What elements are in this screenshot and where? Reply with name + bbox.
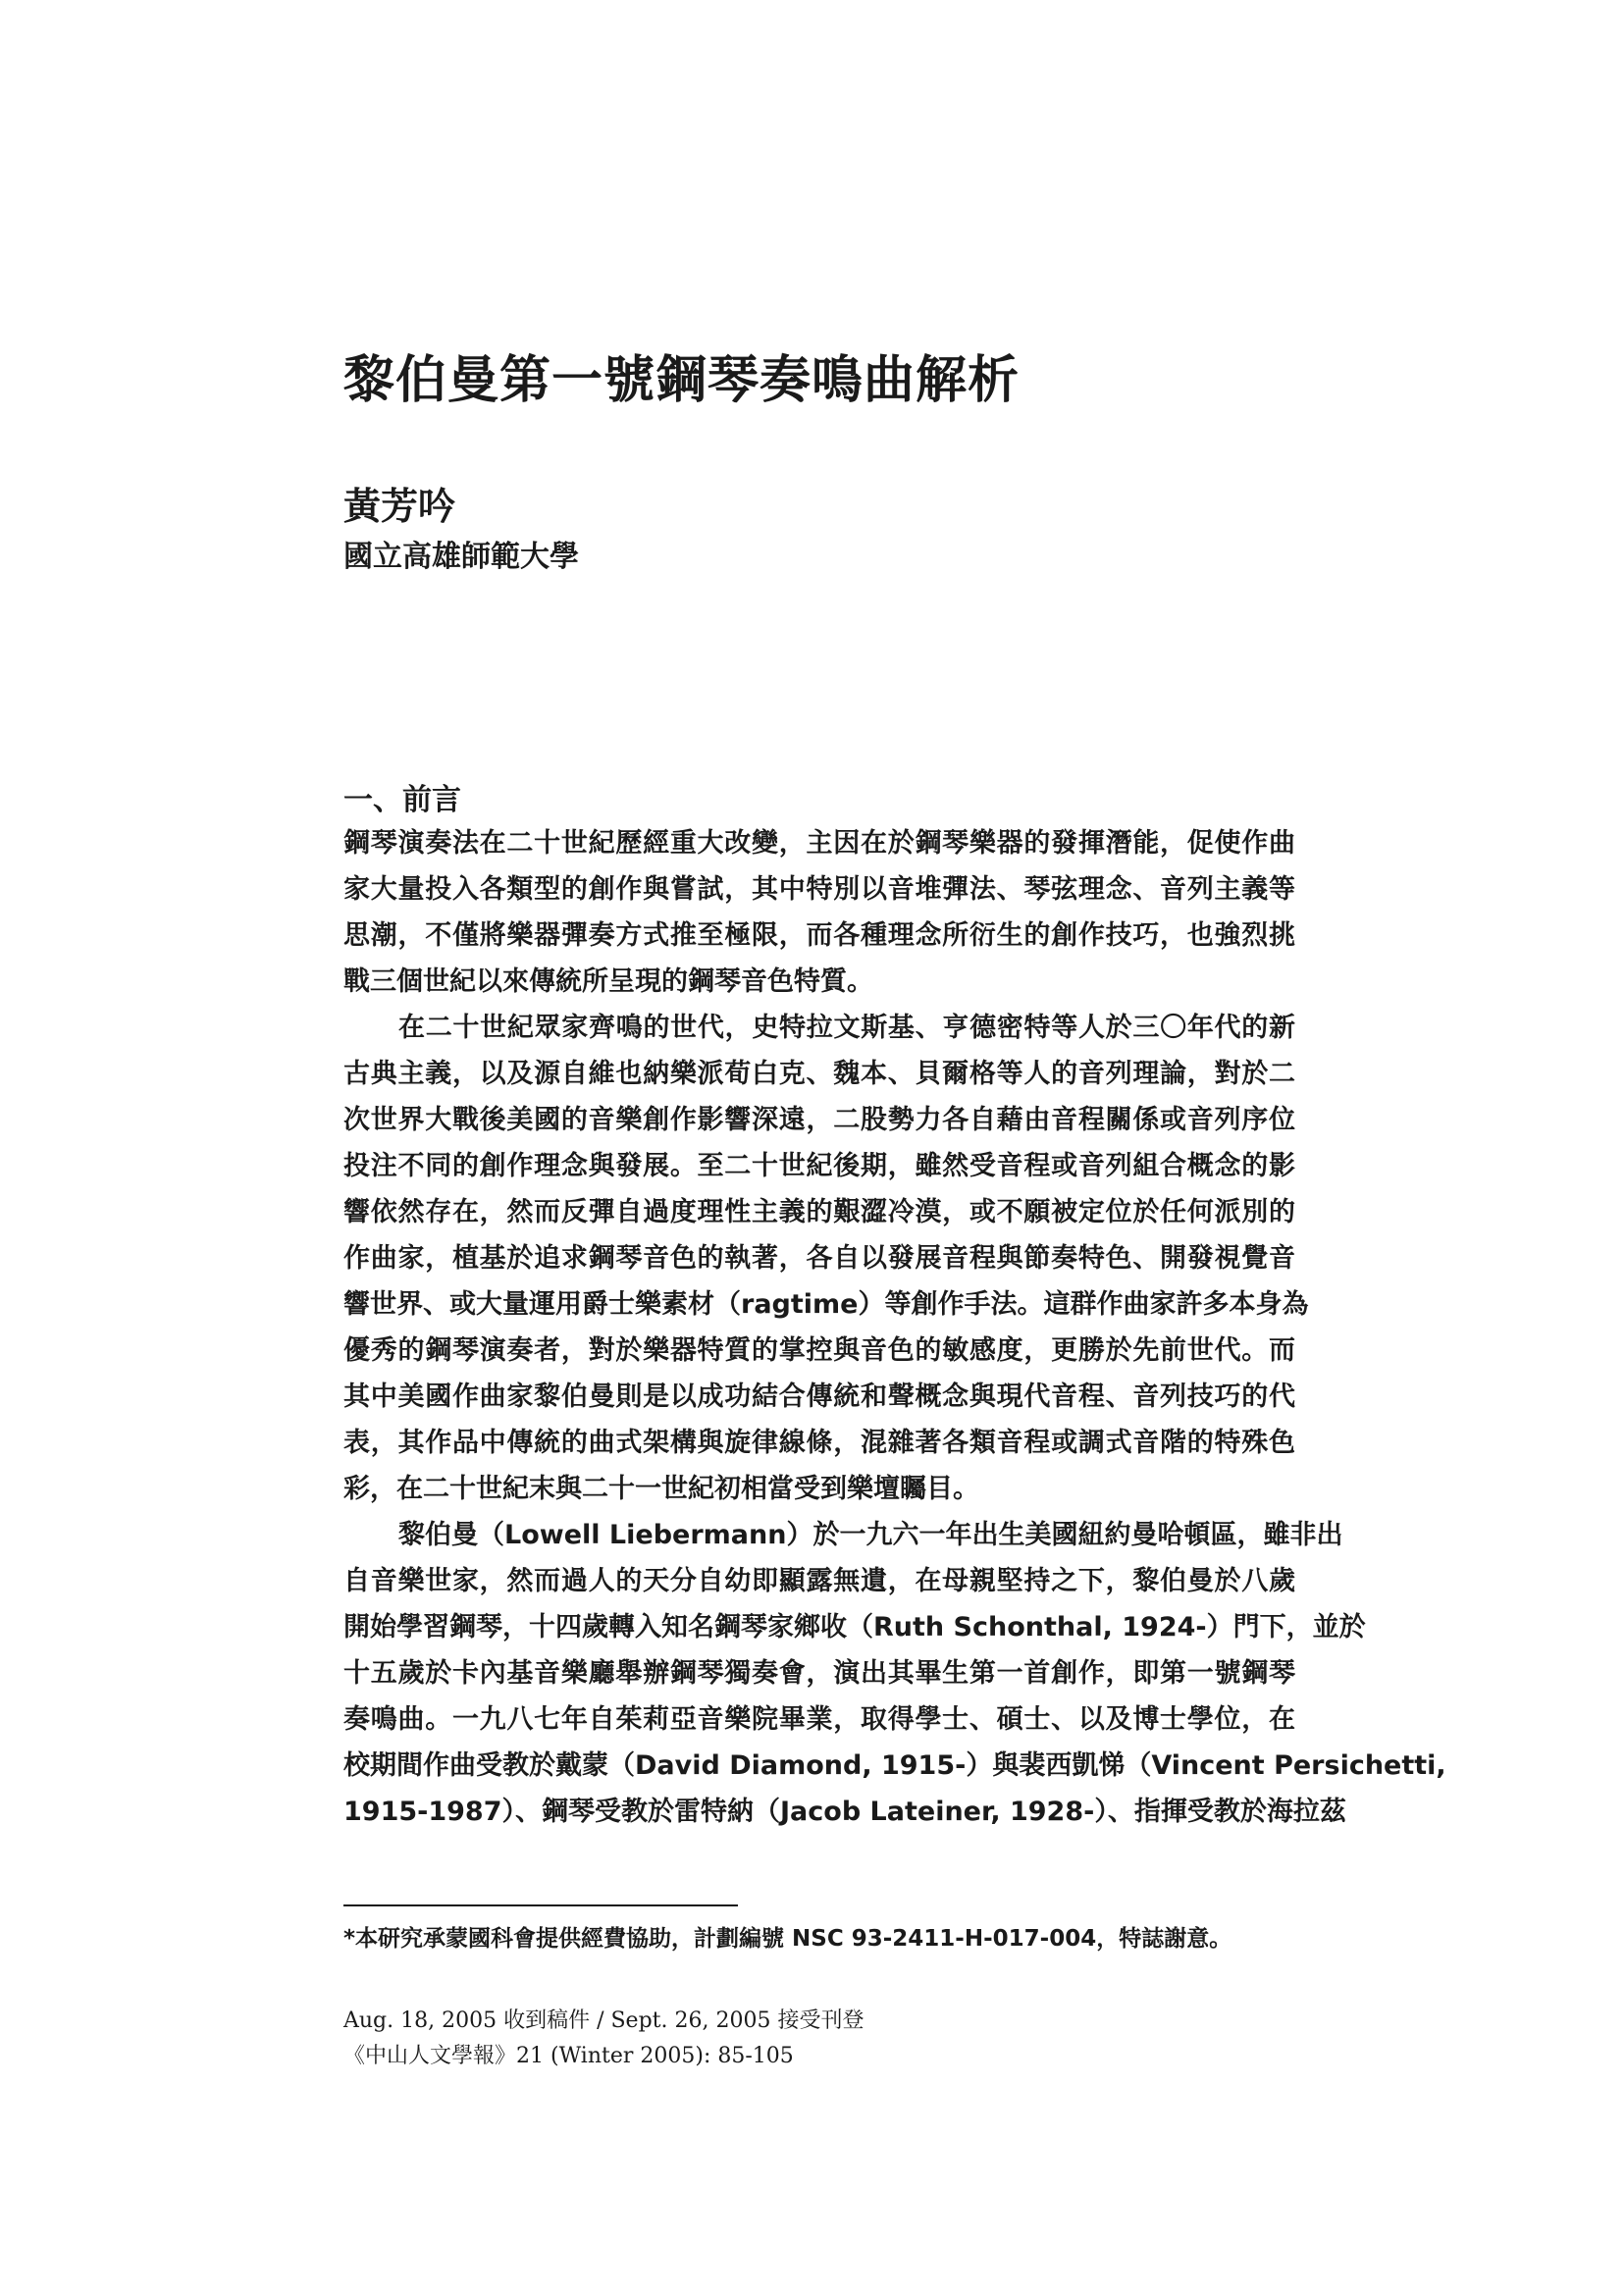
body-line: 黎伯曼（Lowell Liebermann）於一九六一年出生美國紐約曼哈頓區，雖非出 [398,1520,1343,1550]
body-line: 彩，在二十世紀末與二十一世紀初相當受到樂壇矚目。 [343,1474,979,1504]
body-line: 1915-1987）、鋼琴受教於雷特納（Jacob Lateiner, 1928-）、指揮受教於海拉茲 [343,1797,1346,1827]
paper-title: 黎伯曼第一號鋼琴奏鳴曲解析 [343,351,1021,410]
footnote: *本研究承蒙國科會提供經費協助，計劃編號 NSC 93-2411-H-017-004，特誌謝意。 [343,1926,1232,1952]
author-affiliation: 國立高雄師範大學 [343,540,579,574]
body-line: 思潮，不僅將樂器彈奏方式推至極限，而各種理念所衍生的創作技巧，也強烈挑 [343,920,1295,951]
body-line: 古典主義，以及源自維也納樂派荀白克、魏本、貝爾格等人的音列理論，對於二 [343,1059,1295,1089]
body-line: 其中美國作曲家黎伯曼則是以成功結合傳統和聲概念與現代音程、音列技巧的代 [343,1382,1295,1412]
section-heading: 一、前言 [343,783,461,817]
body-line: 次世界大戰後美國的音樂創作影響深遠，二股勢力各自藉由音程關係或音列序位 [343,1105,1295,1135]
body-line: 響依然存在，然而反彈自過度理性主義的艱澀冷漠，或不願被定位於任何派別的 [343,1197,1295,1227]
journal-citation: 《中山人文學報》21 (Winter 2005): 85-105 [343,2044,794,2068]
body-line: 投注不同的創作理念與發展。至二十世紀後期，雖然受音程或音列組合概念的影 [343,1151,1295,1181]
body-line: 響世界、或大量運用爵士樂素材（ragtime）等創作手法。這群作曲家許多本身為 [343,1289,1309,1320]
body-line: 表，其作品中傳統的曲式架構與旋律線條，混雜著各類音程或調式音階的特殊色 [343,1428,1295,1458]
body-line: 在二十世紀眾家齊鳴的世代，史特拉文斯基、亨德密特等人於三〇年代的新 [398,1013,1295,1043]
author-name: 黃芳吟 [343,485,456,528]
body-line: 家大量投入各類型的創作與嘗試，其中特別以音堆彈法、琴弦理念、音列主義等 [343,874,1295,905]
footnote-divider [343,1904,738,1906]
body-text [343,820,1446,1835]
body-line: 開始學習鋼琴，十四歲轉入知名鋼琴家鄉收（Ruth Schonthal, 1924-）門下，並於 [343,1612,1366,1642]
body-line: 校期間作曲受教於戴蒙（David Diamond, 1915-）與裴西凱悌（Vincent Persichetti, [343,1750,1446,1781]
body-line: 自音樂世家，然而過人的天分自幼即顯露無遺，在母親堅持之下，黎伯曼於八歲 [343,1566,1295,1596]
body-line: 優秀的鋼琴演奏者，對於樂器特質的掌控與音色的敏感度，更勝於先前世代。而 [343,1335,1295,1366]
body-line: 鋼琴演奏法在二十世紀歷經重大改變，主因在於鋼琴樂器的發揮潛能，促使作曲 [343,828,1295,859]
body-line: 十五歲於卡內基音樂廳舉辦鋼琴獨奏會，演出其畢生第一首創作，即第一號鋼琴 [343,1658,1295,1689]
body-line: 奏鳴曲。一九八七年自茱莉亞音樂院畢業，取得學士、碩士、以及博士學位，在 [343,1704,1295,1735]
submission-dates: Aug. 18, 2005 收到稿件 / Sept. 26, 2005 接受刊登 [343,2008,864,2033]
body-line: 作曲家，植基於追求鋼琴音色的執著，各自以發展音程與節奏特色、開發視覺音 [343,1243,1295,1274]
body-line: 戰三個世紀以來傳統所呈現的鋼琴音色特質。 [343,966,873,997]
